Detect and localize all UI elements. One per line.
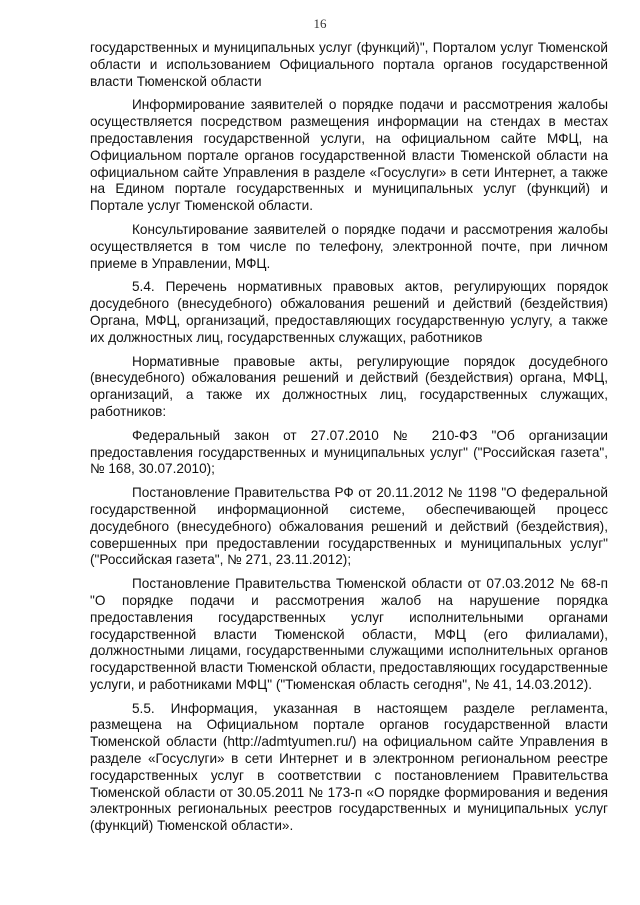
section-5-5: 5.5. Информация, указанная в настоящем разделе регламента, размещена на Официальном портале органов государственной власти Тюменской области (http://admtyumen.ru/) на официальном сайте Управления в разделе «Госуслуги» в сети Интернет и в электронном региональном реестре государственных услуг в соответствии с постановлением Правительства Тюменской области от 30.05.2011 № 173-п «О порядке формирования и ведения электронных региональных реестров государственных и муниципальных услуг (функций) Тюменской области».: [90, 700, 608, 834]
paragraph-government-resolution: Постановление Правительства РФ от 20.11.2012 № 1198 "О федеральной государственной информационной системе, обеспечивающей процесс досудебного (внесудебного) обжалования решений и действий (бездействия), совершенных при предоставлении государственных и муниципальных услуг" ("Российская газета", № 271, 23.11.2012);: [90, 485, 608, 568]
paragraph-normative-acts: Нормативные правовые акты, регулирующие порядок досудебного (внесудебного) обжалования решений и действий (бездействия) органа, МФЦ, организаций, а также их должностных лиц, государственных служащих, работников:: [90, 353, 608, 419]
paragraph-informing: Информирование заявителей о порядке подачи и рассмотрения жалобы осуществляется посредством размещения информации на стендах в местах предоставления государственной услуги, на официальном сайте МФЦ, на Официальном портале органов государственной власти Тюменской области на официальном сайте Управления в разделе «Госуслуги» в сети Интернет, а также на Едином портале государственных и муниципальных услуг (функций) и Портале услуг Тюменской области.: [90, 97, 608, 214]
document-body: [90, 40, 608, 842]
page-number: 16: [313, 16, 327, 31]
paragraph-continuation: государственных и муниципальных услуг (функций)", Порталом услуг Тюменской области и использованием Официального портала органов государственной власти Тюменской области: [90, 40, 608, 89]
paragraph-federal-law: Федеральный закон от 27.07.2010 № 210-ФЗ "Об организации предоставления государственных и муниципальных услуг" ("Российская газета", № 168, 30.07.2010);: [90, 427, 608, 477]
paragraph-consulting: Консультирование заявителей о порядке подачи и рассмотрения жалобы осуществляется в том числе по телефону, электронной почте, при личном приеме в Управлении, МФЦ.: [90, 221, 608, 271]
paragraph-regional-resolution: Постановление Правительства Тюменской области от 07.03.2012 № 68-п "О порядке подачи и рассмотрения жалоб на нарушение порядка предоставления государственных услуг исполнительными органами государственной власти Тюменской области, МФЦ (его филиалами), должностными лицами, государственными служащими исполнительных органов государственной власти Тюменской области, предоставляющих государственные услуги, и работниками МФЦ" ("Тюменская область сегодня", № 41, 14.03.2012).: [90, 576, 608, 692]
section-5-4-heading: 5.4. Перечень нормативных правовых актов, регулирующих порядок досудебного (внесудебного) обжалования решений и действий (бездействия) Органа, МФЦ, организаций, предоставляющих государственную услугу, а также их должностных лиц, государственных служащих, работников: [90, 279, 608, 345]
